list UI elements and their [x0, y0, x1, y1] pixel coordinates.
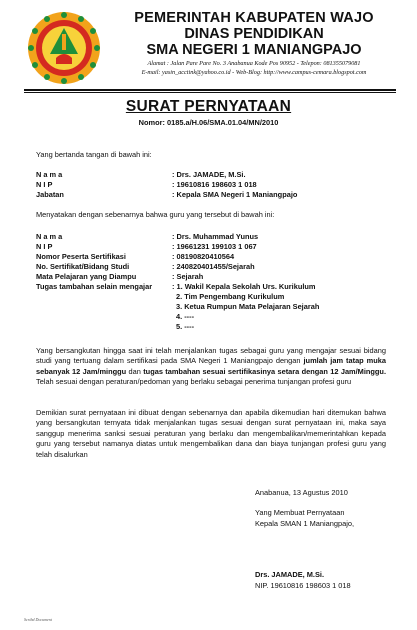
- certification-number-label: Nomor Peserta Sertifikasi: [36, 252, 126, 261]
- teaching-hours: jumlah jam tatap muka sebanyak 12 Jam/minggu: [36, 356, 386, 376]
- extra-duty-item: 2. Tim Pengembang Kurikulum: [176, 292, 285, 301]
- extra-duty-item: : 1. Wakil Kepala Sekolah Urs. Kurikulum: [172, 282, 316, 291]
- statement-text: Menyatakan dengan sebenarnya bahwa guru yang tersebut di bawah ini:: [36, 210, 275, 219]
- certification-number-value: : 08190820410564: [172, 252, 235, 261]
- letterhead-rule: [24, 89, 396, 91]
- signer-signature-name: Drs. JAMADE, M.Si.: [255, 570, 324, 579]
- subject-taught-value: : Sejarah: [172, 272, 204, 281]
- signer-nip-label: N I P: [36, 180, 53, 189]
- letterhead-contact: E-mail: yasin_acctink@yahoo.co.id - Web-Blog: http://www.campus-cemara.blogspot.com: [141, 69, 367, 76]
- certificate-subject-value: : 240820401455/Sejarah: [172, 262, 255, 271]
- intro-text: Yang bertanda tangan di bawah ini:: [36, 150, 152, 159]
- footer-note: Scribd Document: [24, 617, 52, 622]
- letterhead-government: PEMERINTAH KABUPATEN WAJO: [134, 10, 374, 26]
- teacher-name-value: : Drs. Muhammad Yunus: [172, 232, 259, 241]
- document-title: SURAT PERNYATAAN: [125, 98, 292, 115]
- signer-position-value: : Kepala SMA Negeri 1 Maniangpajo: [172, 190, 298, 199]
- signer-nip-value: : 19610816 198603 1 018: [172, 180, 257, 189]
- letterhead-address: Alamat : Jalan Pare Pare No. 3 Anabanua Kode Pos 90952 - Telepon: 081355079081: [147, 60, 361, 67]
- service-text-end: Telah sesuai dengan peraturan/pedoman yang berlaku sebagai penerima tunjangan profesi guru: [36, 377, 352, 387]
- extra-duty-item: 4. ----: [176, 312, 195, 321]
- letterhead: [104, 10, 404, 77]
- teacher-nip-label: N I P: [36, 242, 53, 251]
- letterhead-rule-thin: [24, 92, 396, 93]
- signer-name-value: : Drs. JAMADE, M.Si.: [172, 170, 246, 179]
- teacher-name-label: N a m a: [36, 232, 63, 241]
- signer-position-label: Jabatan: [36, 190, 64, 199]
- place-date: Anabanua, 13 Agustus 2010: [255, 488, 348, 497]
- closing-paragraph: Demikian surat pernyataan ini dibuat dengan sebenarnya dan apabila dikemudian hari ditemukan bahwa yang bersangkutan ternyata tidak menjalankan tugas sesuai dengan surat pernyataan ini, maka saya sanggup menerima sanksi sesuai peraturan yang berlaku dan mengembalikan/memerintahkan kepada guru yang tersebut namanya diatas untuk mengembalikan dana dan biaya tunjangan profesi guru yang telah disalurkan: [36, 408, 386, 459]
- extra-duty-item: 3. Ketua Rumpun Mata Pelajaran Sejarah: [176, 302, 320, 311]
- school-emblem-icon: [26, 10, 102, 86]
- service-paragraph: [36, 346, 386, 388]
- letterhead-agency: DINAS PENDIDIKAN: [184, 26, 324, 42]
- signer-name-label: N a m a: [36, 170, 63, 179]
- service-text-and: dan: [128, 366, 141, 376]
- certificate-subject-label: No. Sertifikat/Bidang Studi: [36, 262, 130, 271]
- extra-duty-label: Tugas tambahan selain mengajar: [36, 282, 153, 291]
- signer-signature-nip: NIP. 19610816 198603 1 018: [255, 581, 351, 590]
- extra-duty-item: 5. ----: [176, 322, 195, 331]
- teacher-nip-value: : 19661231 199103 1 067: [172, 242, 257, 251]
- document-number: Nomor: 0185.a/H.06/SMA.01.04/MN/2010: [138, 118, 279, 127]
- signer-role: Yang Membuat Pernyataan: [255, 508, 345, 517]
- service-text: Yang bersangkutan hingga saat ini telah menjalankan tugas sebagai guru yang mengajar sesuai bidang studi yang tertuang dalam sertifikasi pada SMA Negeri 1 Maniangpajo dengan: [36, 346, 386, 366]
- extra-duty-hours: tugas tambahan sesuai sertifikasinya setara dengan 12 Jam/Minggu.: [143, 366, 386, 376]
- subject-taught-label: Mata Pelajaran yang Diampu: [36, 272, 137, 281]
- signer-office: Kepala SMAN 1 Maniangpajo,: [255, 519, 355, 528]
- letterhead-school: SMA NEGERI 1 MANIANGPAJO: [146, 42, 362, 58]
